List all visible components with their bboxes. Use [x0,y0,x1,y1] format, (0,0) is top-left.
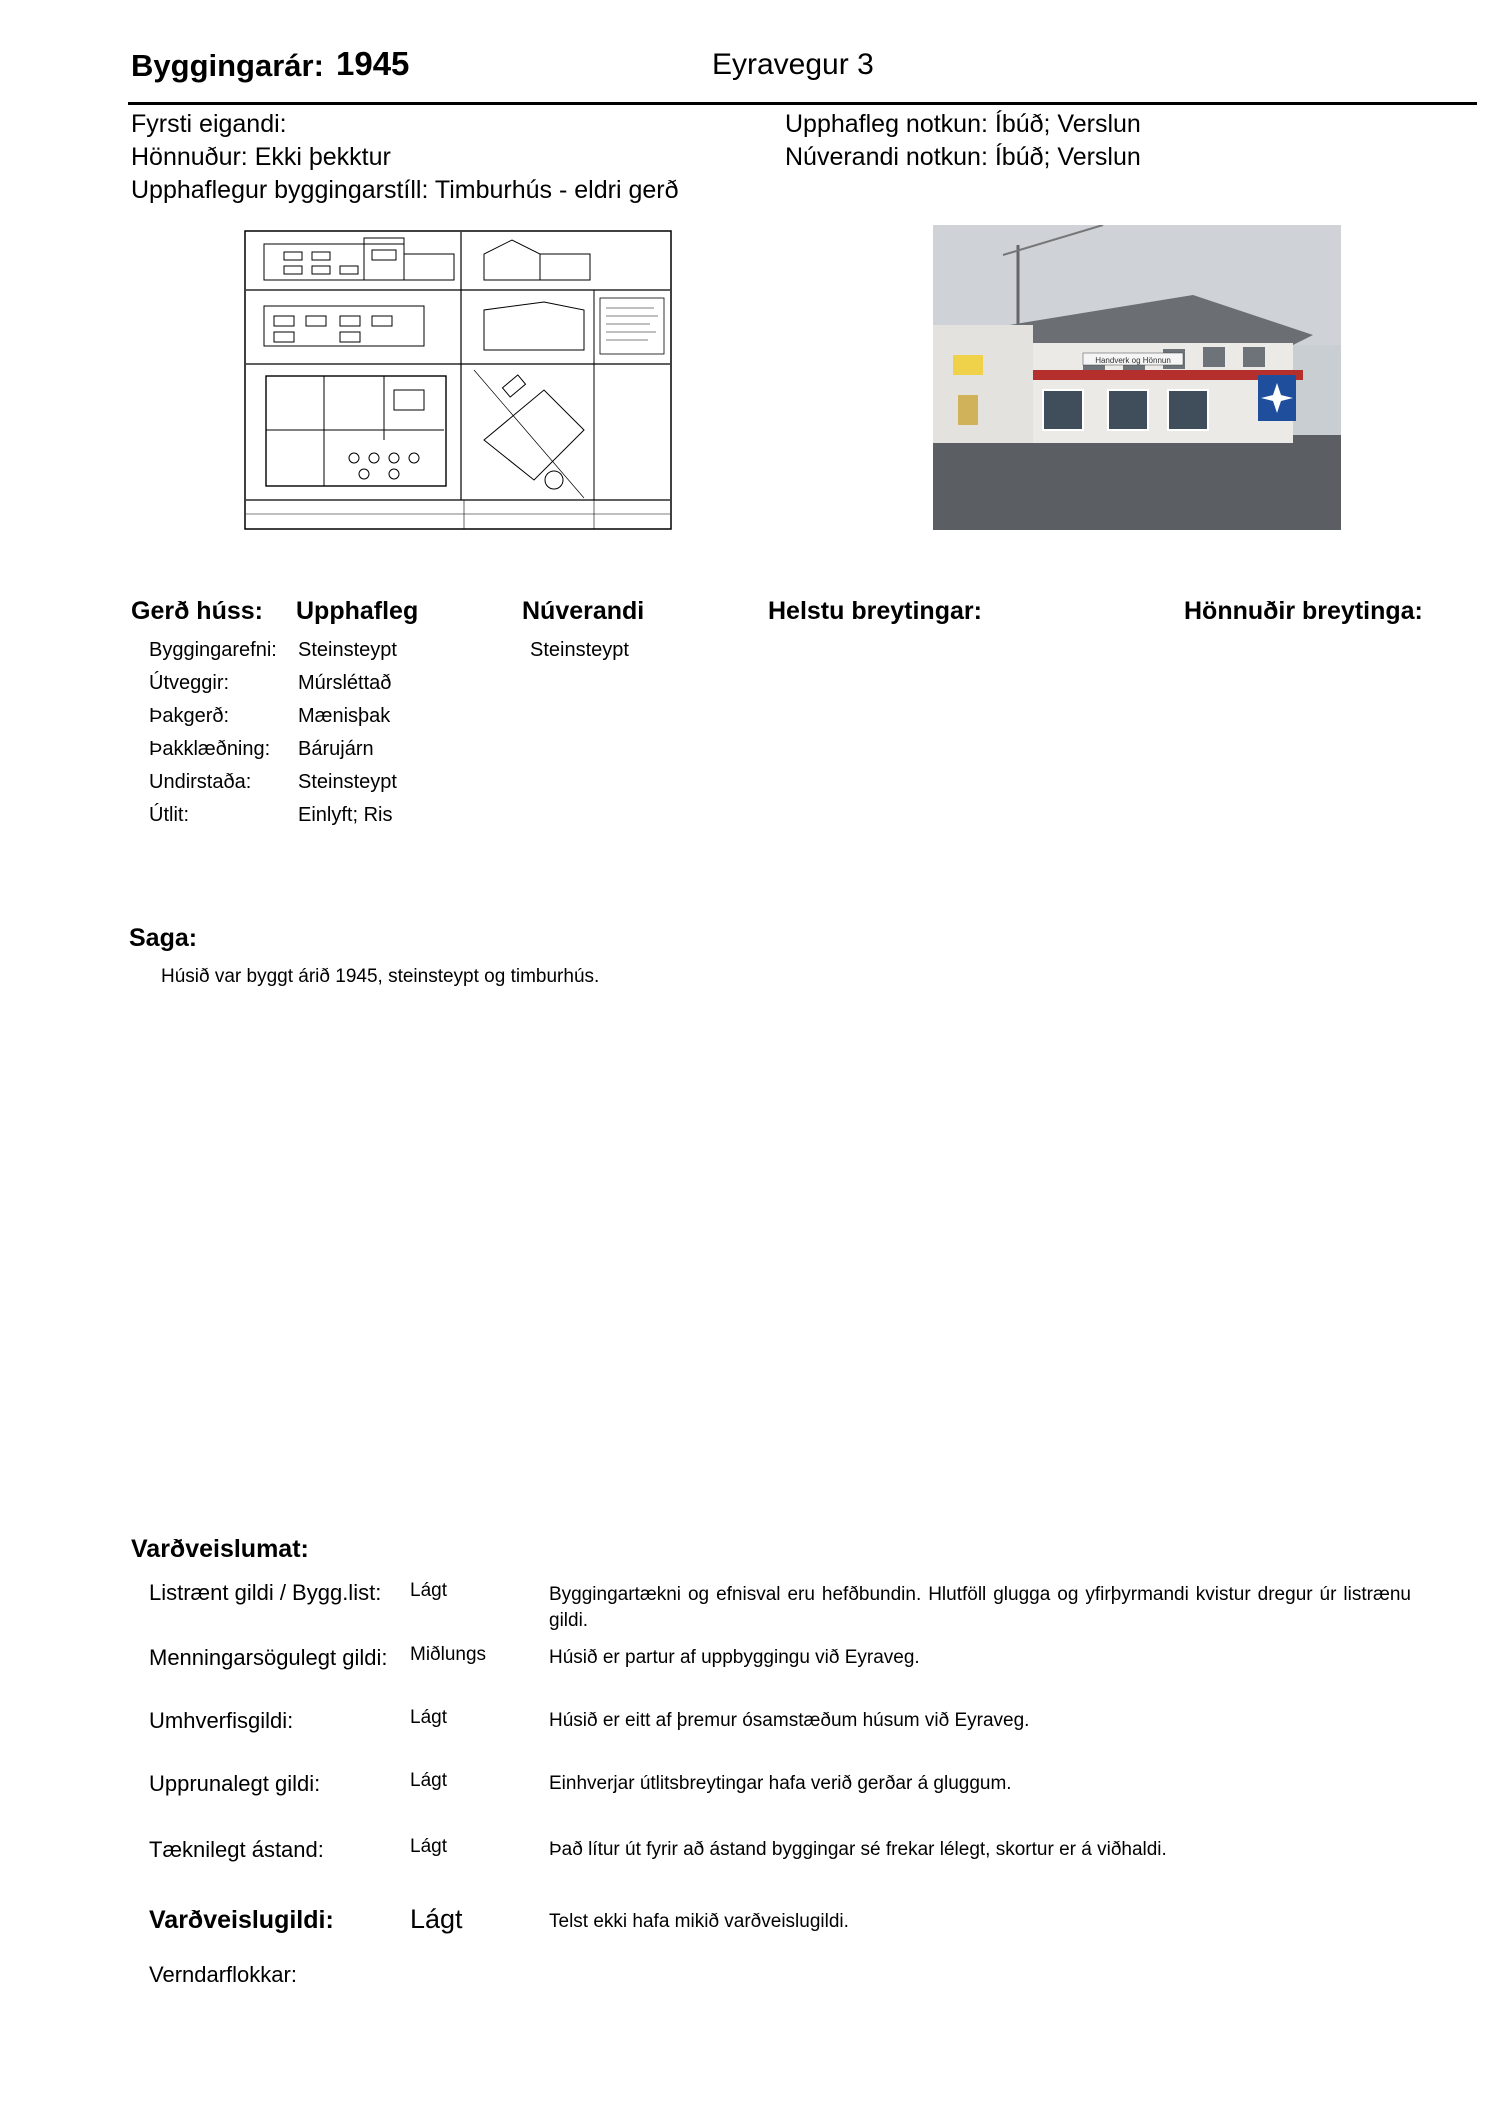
assessment-label: Tæknilegt ástand: [149,1837,324,1862]
row-original: Steinsteypt [298,771,397,793]
year-label: Byggingarár: [131,48,324,83]
row-label: Undirstaða: [149,771,252,793]
saga-text: Húsið var byggt árið 1945, steinsteypt og timburhús. [161,966,600,987]
first-owner: Fyrsti eigandi: [131,110,287,138]
address-title: Eyravegur 3 [712,48,874,81]
assessment-label: Menningarsögulegt gildi: [149,1645,388,1670]
house-type-header: Gerð húss: [131,597,263,625]
row-current: Steinsteypt [530,639,629,661]
preservation-value: Lágt [410,1904,463,1934]
photo-sign-text: Handverk og Hönnun [1095,356,1171,365]
row-label: Þakklæðning: [149,738,271,760]
assessment-label: Upprunalegt gildi: [149,1771,321,1796]
assessment-label: Umhverfisgildi: [149,1708,294,1733]
assessment-text: Það lítur út fyrir að ástand byggingar sé frekar lélegt, skortur er á viðhaldi. [549,1839,1167,1860]
assessment-heading: Varðveislumat: [131,1535,309,1563]
assessment-text: Einhverjar útlitsbreytingar hafa verið gerðar á gluggum. [549,1773,1012,1794]
saga-heading: Saga: [129,924,198,952]
original-header: Upphafleg [296,597,419,625]
current-use: Núverandi notkun: Íbúð; Verslun [785,143,1141,171]
building-photo [933,225,1341,530]
change-designers-header: Hönnuðir breytinga: [1184,597,1423,625]
row-label: Útveggir: [149,672,230,694]
assessment-value: Miðlungs [410,1644,487,1665]
assessment-label: Listrænt gildi / Bygg.list: [149,1580,382,1605]
architectural-drawing [244,230,672,530]
assessment-text: Húsið er partur af uppbyggingu við Eyraveg. [549,1647,920,1668]
row-original: Múrsléttað [298,672,392,694]
row-label: Þakgerð: [149,705,230,727]
assessment-value: Lágt [410,1580,447,1601]
construction-year: 1945 [336,45,410,82]
header-divider [128,102,1477,105]
preservation-text: Telst ekki hafa mikið varðveislugildi. [549,1911,849,1932]
protection-categories-label: Verndarflokkar: [149,1962,297,1987]
row-original: Einlyft; Ris [298,804,393,826]
row-original: Mænisþak [298,705,391,727]
original-style: Upphaflegur byggingarstíll: Timburhús - eldri gerð [131,176,679,204]
current-header: Núverandi [522,597,645,625]
row-original: Steinsteypt [298,639,397,661]
row-label: Byggingarefni: [149,639,277,661]
original-use: Upphafleg notkun: Íbúð; Verslun [785,110,1141,138]
assessment-value: Lágt [410,1836,447,1857]
assessment-value: Lágt [410,1770,447,1791]
assessment-text: Húsið er eitt af þremur ósamstæðum húsum við Eyraveg. [549,1710,1030,1731]
changes-header: Helstu breytingar: [768,597,982,625]
assessment-value: Lágt [410,1707,447,1728]
row-label: Útlit: [149,804,189,826]
assessment-text: Byggingartækni og efnisval eru hefðbundin. Hlutföll glugga og yfirþyrmandi kvistur dregur úr listrænu gildi. [549,1584,1411,1631]
row-original: Bárujárn [298,738,374,760]
designer: Hönnuður: Ekki þekktur [131,143,391,171]
preservation-value-label: Varðveislugildi: [149,1906,334,1934]
